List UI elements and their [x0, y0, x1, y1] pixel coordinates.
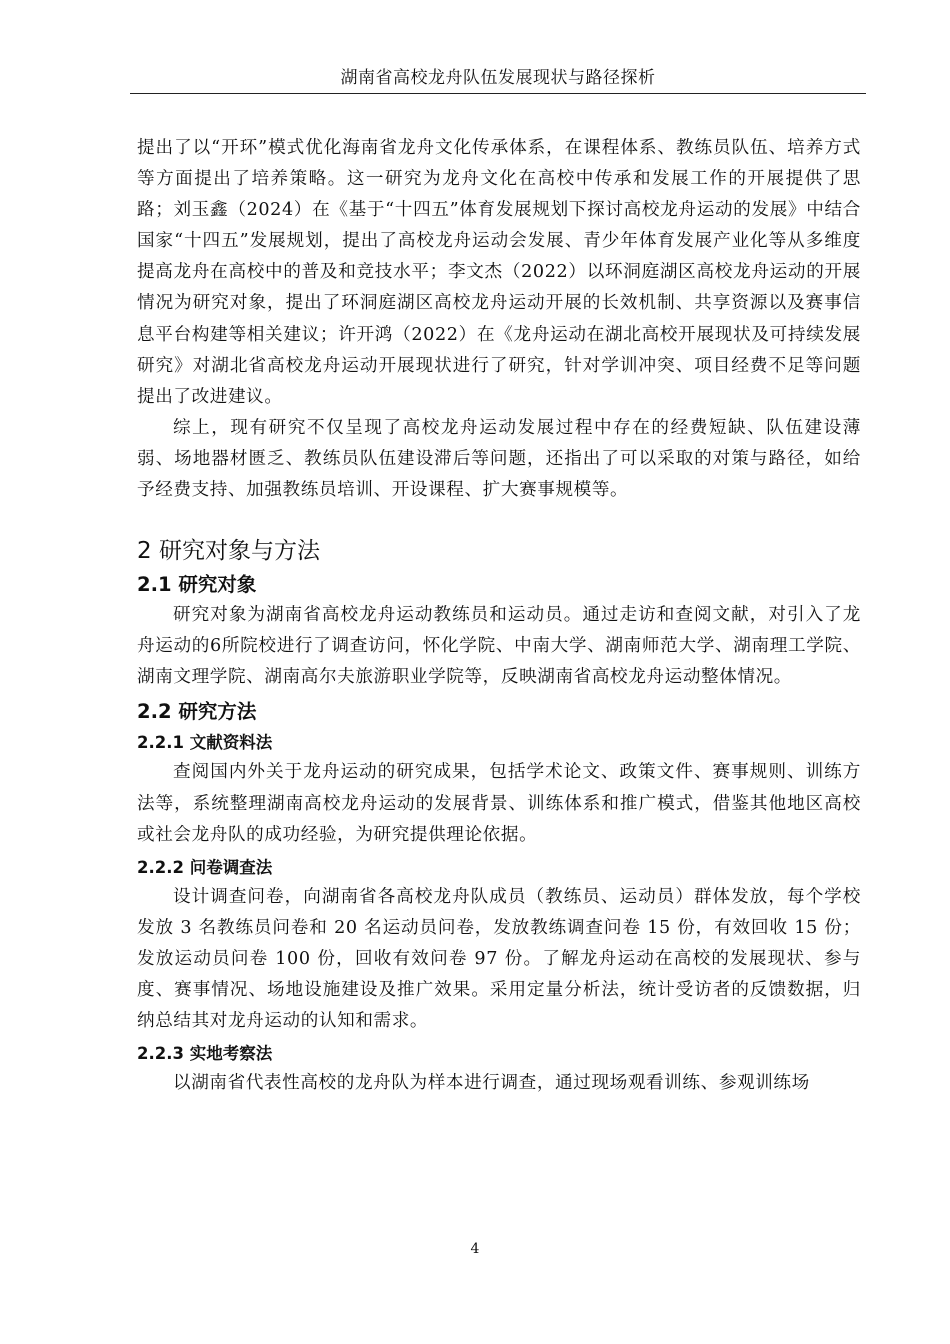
- paragraph-literature-method: 查阅国内外关于龙舟运动的研究成果，包括学术论文、政策文件、赛事规则、训练方法等，系统整理湖南高校龙舟运动的发展背景、训练体系和推广模式，借鉴其他地区高校或社会龙舟队的成功经验，为研究提供理论依据。: [137, 762, 861, 845]
- paragraph-literature-review: 提出了以“开环”模式优化海南省龙舟文化传承体系，在课程体系、教练员队伍、培养方式等方面提出了培养策略。这一研究为龙舟文化在高校中传承和发展工作的开展提供了思路；刘玉鑫（2024）在《基于“十四五”体育发展规划下探讨高校龙舟运动的发展》中结合国家“十四五”发展规划，提出了高校龙舟运动会发展、青少年体育发展产业化等从多维度提高龙舟在高校中的普及和竞技水平；李文杰（2022）以环洞庭湖区高校龙舟运动的开展情况为研究对象，提出了环洞庭湖区高校龙舟运动开展的长效机制、共享资源以及赛事信息平台构建等相关建议；许开鸿（2022）在《龙舟运动在湖北高校开展现状及可持续发展研究》对湖北省高校龙舟运动开展现状进行了研究，针对学训冲突、项目经费不足等问题提出了改进建议。: [137, 138, 861, 407]
- subsubsection-heading-literature-method: 2.2.1 文献资料法: [137, 733, 273, 753]
- subsection-heading-research-object: 2.1 研究对象: [137, 573, 257, 597]
- paragraph-questionnaire: 设计调查问卷，向湖南省各高校龙舟队成员（教练员、运动员）群体发放，每个学校发放 3 名教练员问卷和 20 名运动员问卷，发放教练调查问卷 15 份，有效回收 15 份；发放运动员问卷 100 份，回收有效问卷 97 份。了解龙舟运动在高校的发展现状、参与度、赛事情况、场地设施建设及推广效果。采用定量分析法，统计受访者的反馈数据，归纳总结其对龙舟运动的认知和需求。: [137, 886, 861, 1032]
- subsection-heading-research-methods: 2.2 研究方法: [137, 700, 257, 724]
- running-header: 湖南省高校龙舟队伍发展现状与路径探析: [340, 68, 656, 88]
- paragraph-research-object: 研究对象为湖南省高校龙舟运动教练员和运动员。通过走访和查阅文献，对引入了龙舟运动的6所院校进行了调查访问，怀化学院、中南大学、湖南师范大学、湖南理工学院、湖南文理学院、湖南高尔夫旅游职业学院等，反映湖南省高校龙舟运动整体情况。: [137, 605, 861, 688]
- body-content: [137, 133, 861, 1099]
- paragraph-field-study: 以湖南省代表性高校的龙舟队为样本进行调查，通过现场观看训练、参观训练场: [173, 1073, 810, 1094]
- paragraph-summary: 综上，现有研究不仅呈现了高校龙舟运动发展过程中存在的经费短缺、队伍建设薄弱、场地器材匮乏、教练员队伍建设滞后等问题，还指出了可以采取的对策与路径，如给予经费支持、加强教练员培训、开设课程、扩大赛事规模等。: [137, 417, 861, 501]
- subsubsection-heading-field-study: 2.2.3 实地考察法: [137, 1044, 273, 1064]
- subsubsection-heading-questionnaire: 2.2.2 问卷调查法: [137, 857, 273, 877]
- section-heading: 2 研究对象与方法: [137, 538, 320, 565]
- page-number: 4: [470, 1241, 480, 1257]
- header-rule: [130, 93, 866, 94]
